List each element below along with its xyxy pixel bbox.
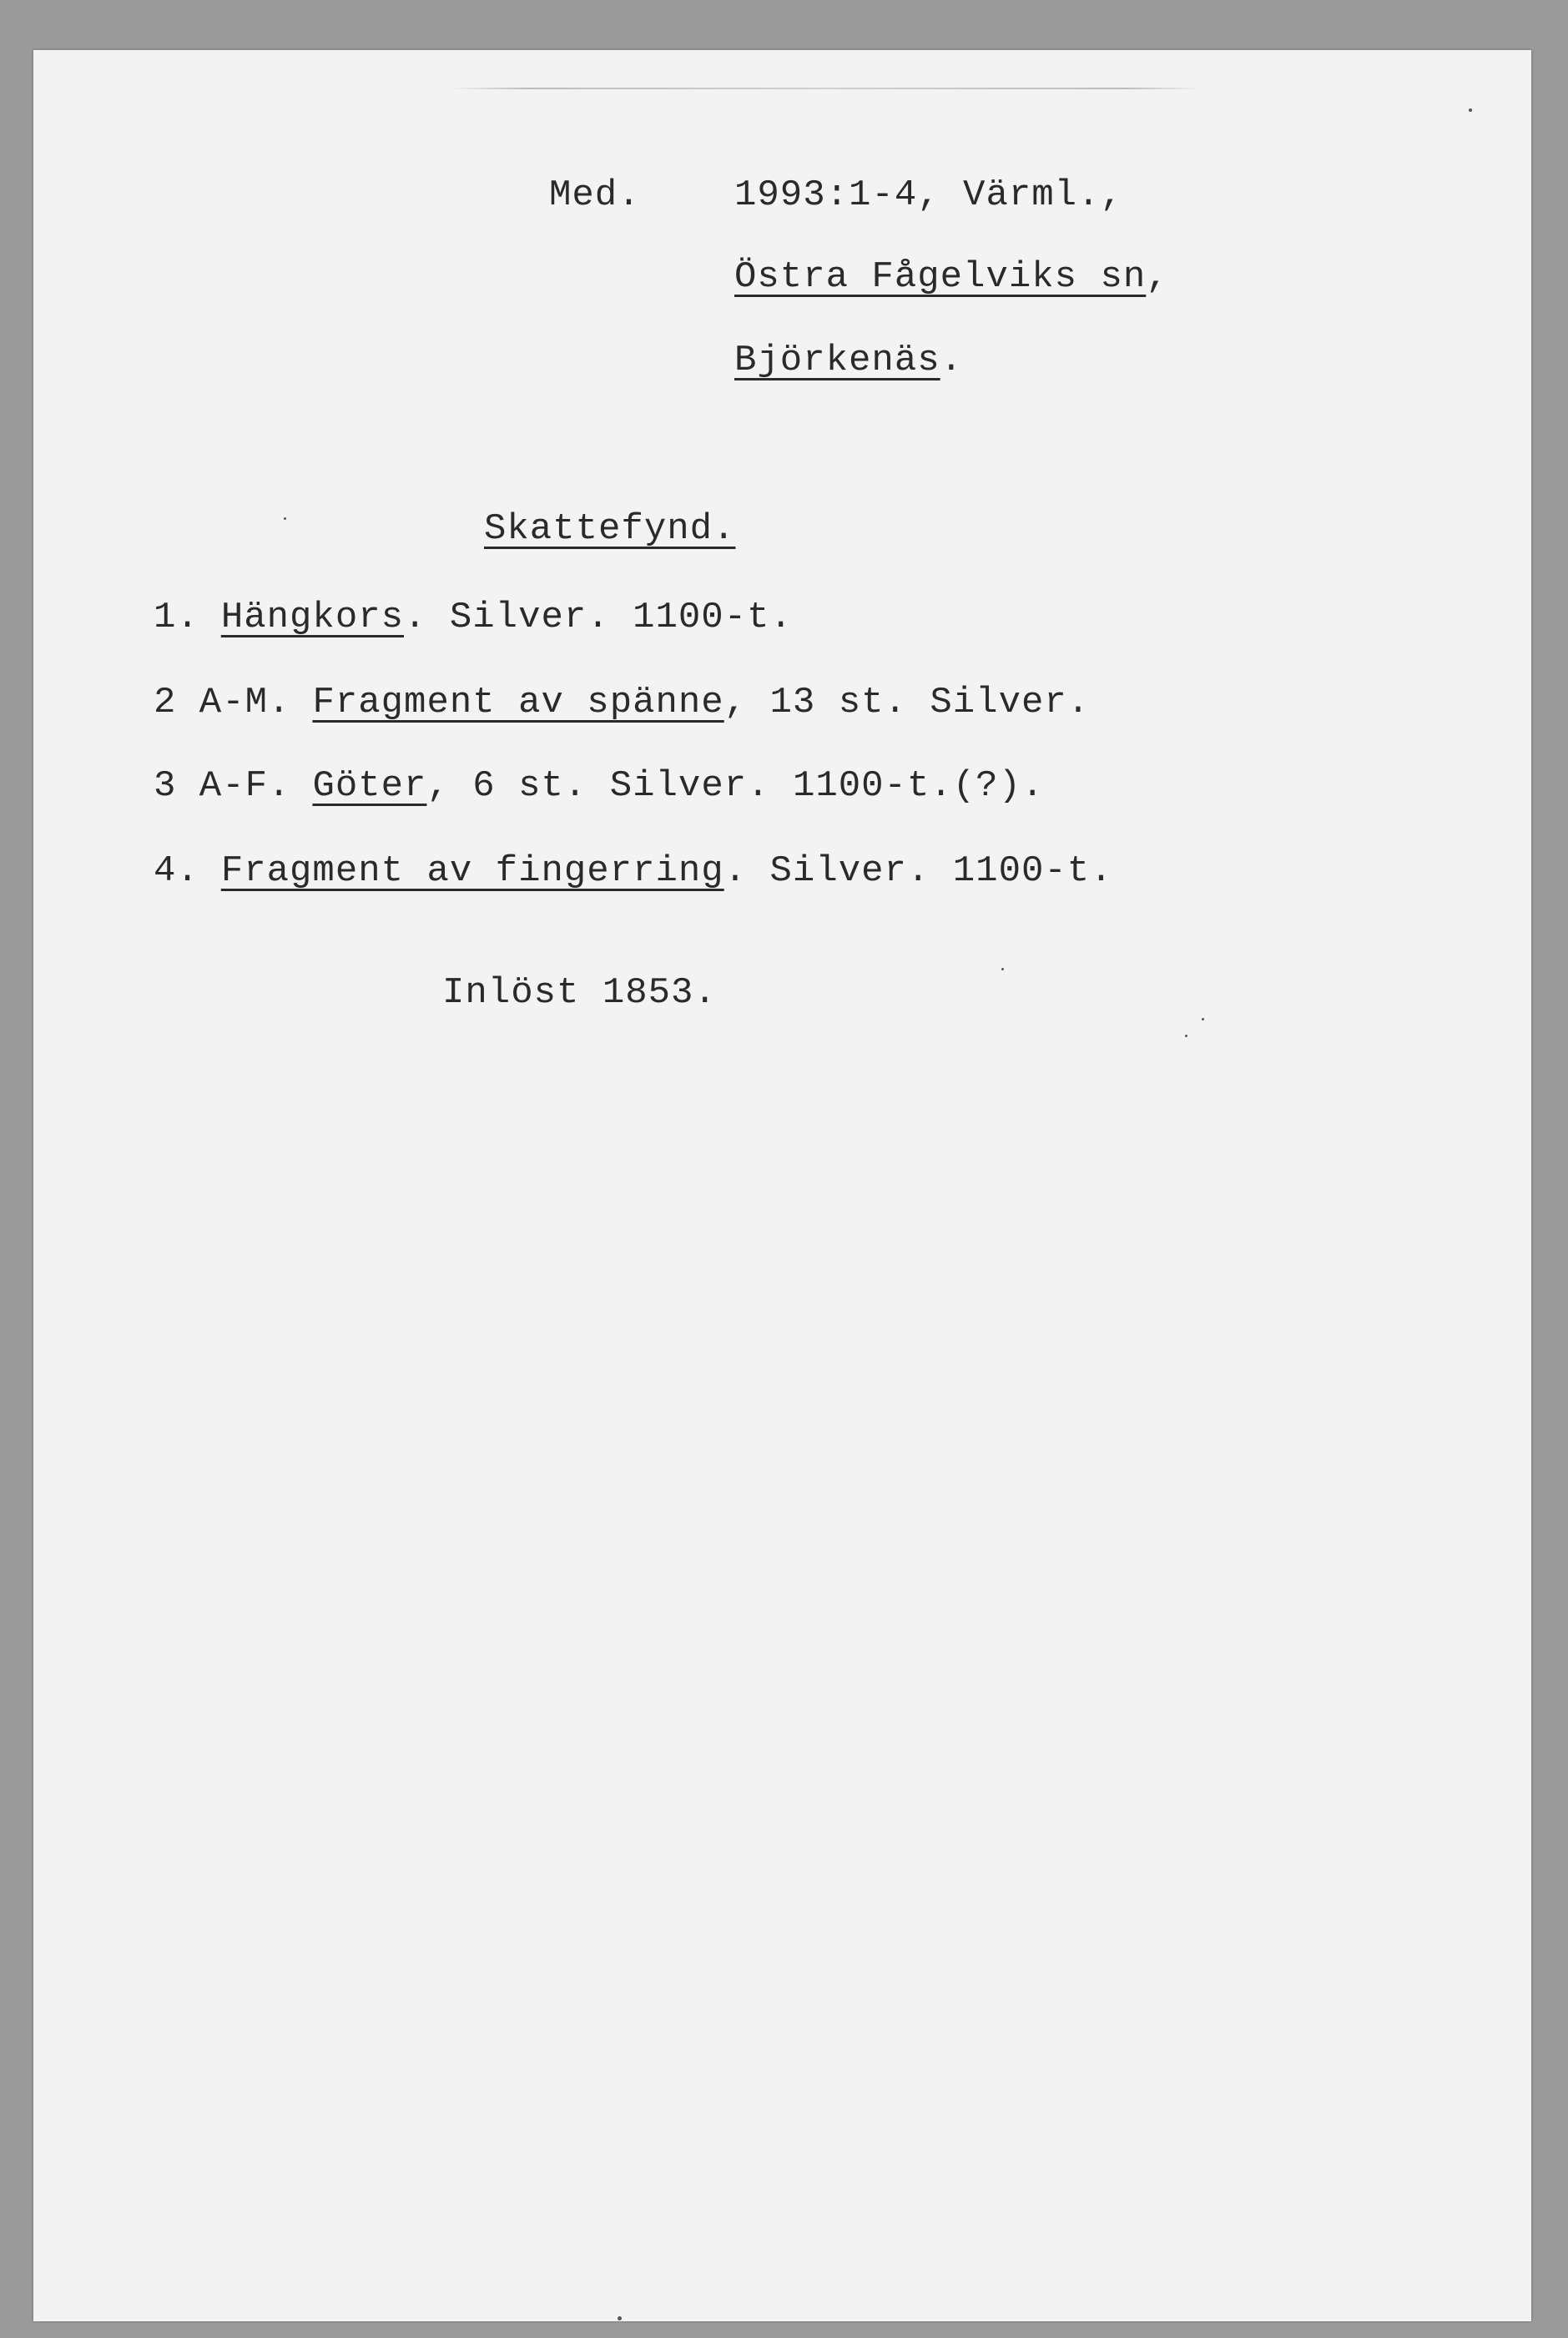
list-item bbox=[154, 765, 1045, 807]
item-rest: . Silver. 1100-t. bbox=[723, 850, 1113, 892]
list-item bbox=[154, 599, 793, 636]
item-rest: , 6 st. Silver. 1100-t.(?). bbox=[426, 765, 1045, 807]
item-number: 3 A-F. bbox=[154, 765, 291, 807]
item-name: Fragment av spänne bbox=[312, 682, 724, 723]
section-heading bbox=[484, 508, 736, 550]
item-name: Göter bbox=[312, 765, 427, 807]
header-site-period: . bbox=[940, 340, 964, 381]
header-site: Björkenäs bbox=[734, 340, 940, 381]
item-number: 1. bbox=[154, 597, 199, 638]
paper-speck bbox=[1185, 1035, 1187, 1037]
list-item bbox=[154, 684, 1090, 721]
paper-speck bbox=[1469, 108, 1472, 112]
item-rest: . Silver. 1100-t. bbox=[404, 597, 793, 638]
header-prefix: Med. bbox=[549, 174, 641, 216]
heading-title: Skattefynd. bbox=[484, 508, 736, 550]
paper-speck bbox=[1202, 1018, 1204, 1020]
item-name: Hängkors bbox=[220, 597, 405, 638]
item-rest: , 13 st. Silver. bbox=[723, 682, 1091, 723]
item-number: 2 A-M. bbox=[154, 682, 291, 723]
redemption-note: Inlöst 1853. bbox=[442, 972, 717, 1014]
faint-top-rule bbox=[451, 88, 1202, 89]
header-number: 1993:1-4, Värml., bbox=[734, 174, 1123, 216]
paper-sheet bbox=[33, 50, 1531, 2321]
header-site-line bbox=[734, 342, 963, 379]
header-parish-comma: , bbox=[1146, 256, 1169, 298]
paper-speck bbox=[284, 517, 286, 520]
header-parish: Östra Fågelviks sn bbox=[734, 256, 1147, 298]
paper-speck bbox=[618, 2316, 622, 2320]
list-item bbox=[154, 850, 1113, 892]
item-name: Fragment av fingerring bbox=[220, 850, 724, 892]
item-number: 4. bbox=[154, 850, 199, 892]
header-parish-line bbox=[734, 256, 1169, 298]
paper-speck bbox=[1001, 968, 1004, 970]
